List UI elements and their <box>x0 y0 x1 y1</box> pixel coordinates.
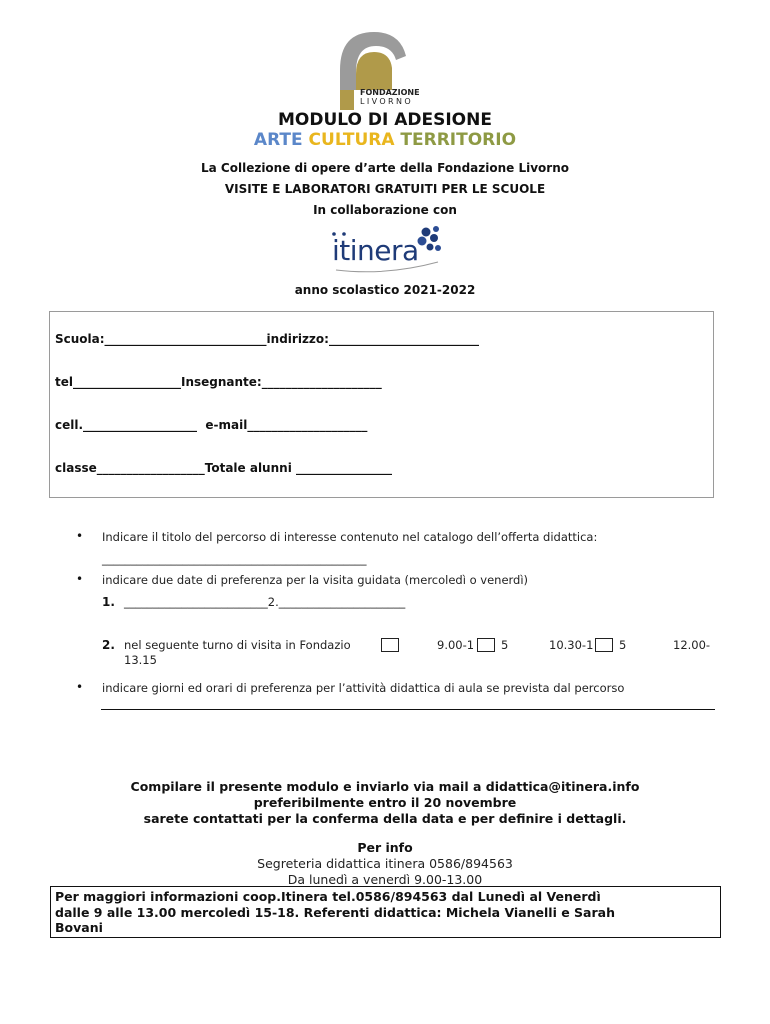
school-year: anno scolastico 2021-2022 <box>294 283 476 297</box>
course-title-field[interactable]: ______________________________________________ <box>102 552 367 566</box>
more-info-line-2: dalle 9 alle 13.00 mercoledì 15-18. Referenti didattica: Michela Vianelli e Sarah <box>55 904 615 920</box>
slot-12-end: 13.15 <box>124 653 157 667</box>
bullet-dot: • <box>76 680 84 694</box>
itinera-wordmark: itinera <box>332 234 419 267</box>
dates-instruction: indicare due date di preferenza per la visita guidata (mercoledì o venerdì) <box>102 573 529 587</box>
cell-email-field[interactable]: cell.___________________ e-mail____________________ <box>55 418 368 432</box>
date-item-number: 1. <box>102 595 115 609</box>
classroom-activity-field[interactable] <box>101 709 715 710</box>
slot-1030-end: 5 <box>619 638 627 652</box>
collaboration-line: In collaborazione con <box>313 203 457 217</box>
more-info-line-1: Per maggiori informazioni coop.Itinera tel.0586/894563 dal Lunedì al Venerdì <box>55 889 601 904</box>
instructions-line-1: Compilare il presente modulo e inviarlo via mail a didattica@itinera.info <box>130 779 640 794</box>
more-info-box <box>50 886 721 938</box>
slot-12-label: 12.00- <box>673 638 711 652</box>
form-title: MODULO DI ADESIONE <box>278 110 492 130</box>
slot-9-label: 9.00-1 <box>437 638 475 652</box>
tel-teacher-field[interactable]: tel__________________Insegnante:____________________ <box>55 375 382 389</box>
class-students-field[interactable]: classe__________________Totale alunni ________________ <box>55 461 392 475</box>
itinera-logo <box>326 222 450 278</box>
collection-line: La Collezione di opere d’arte della Fondazione Livorno <box>201 161 569 175</box>
turn-checkbox-1[interactable] <box>381 638 399 652</box>
classroom-activity-instruction: indicare giorni ed orari di preferenza per l’attività didattica di aula se prevista dal percorso <box>102 681 625 695</box>
logo-org-line2: LIVORNO <box>360 97 414 106</box>
bullet-dot: • <box>76 529 84 543</box>
logo-org-line1: FONDAZIONE <box>360 88 420 97</box>
subtitle-word-territorio: TERRITORIO <box>400 130 517 150</box>
turn-checkbox-3[interactable] <box>595 638 613 652</box>
info-line-1: Segreteria didattica itinera 0586/894563 <box>257 856 513 871</box>
info-line-2: Da lunedì a venerdì 9.00-13.00 <box>287 872 483 887</box>
submission-instructions <box>0 779 770 827</box>
info-title: Per info <box>357 840 413 855</box>
slot-1030-label: 10.30-1 <box>549 638 594 652</box>
school-address-field[interactable]: Scuola:___________________________indirizzo:_________________________ <box>55 332 479 346</box>
bullet-dot: • <box>76 572 84 586</box>
turn-checkbox-2[interactable] <box>477 638 495 652</box>
logo-wordmark <box>360 88 420 106</box>
turn-instruction: nel seguente turno di visita in Fondazio <box>124 638 351 652</box>
instructions-line-3: sarete contattati per la conferma della data e per definire i dettagli. <box>143 811 627 826</box>
preferred-dates-field[interactable]: _________________________2.______________________ <box>124 595 406 609</box>
visits-line: VISITE E LABORATORI GRATUITI PER LE SCUOLE <box>224 182 546 196</box>
course-title-instruction: Indicare il titolo del percorso di interesse contenuto nel catalogo dell’offerta didattica: <box>102 530 598 544</box>
subtitle-word-cultura: CULTURA <box>308 130 395 150</box>
instructions-line-2: preferibilmente entro il 20 novembre <box>253 795 517 810</box>
slot-9-end: 5 <box>501 638 509 652</box>
more-info-line-3: Bovani <box>55 920 103 935</box>
subtitle <box>0 130 770 150</box>
subtitle-word-arte: ARTE <box>253 130 303 150</box>
turn-item-number: 2. <box>102 638 115 652</box>
